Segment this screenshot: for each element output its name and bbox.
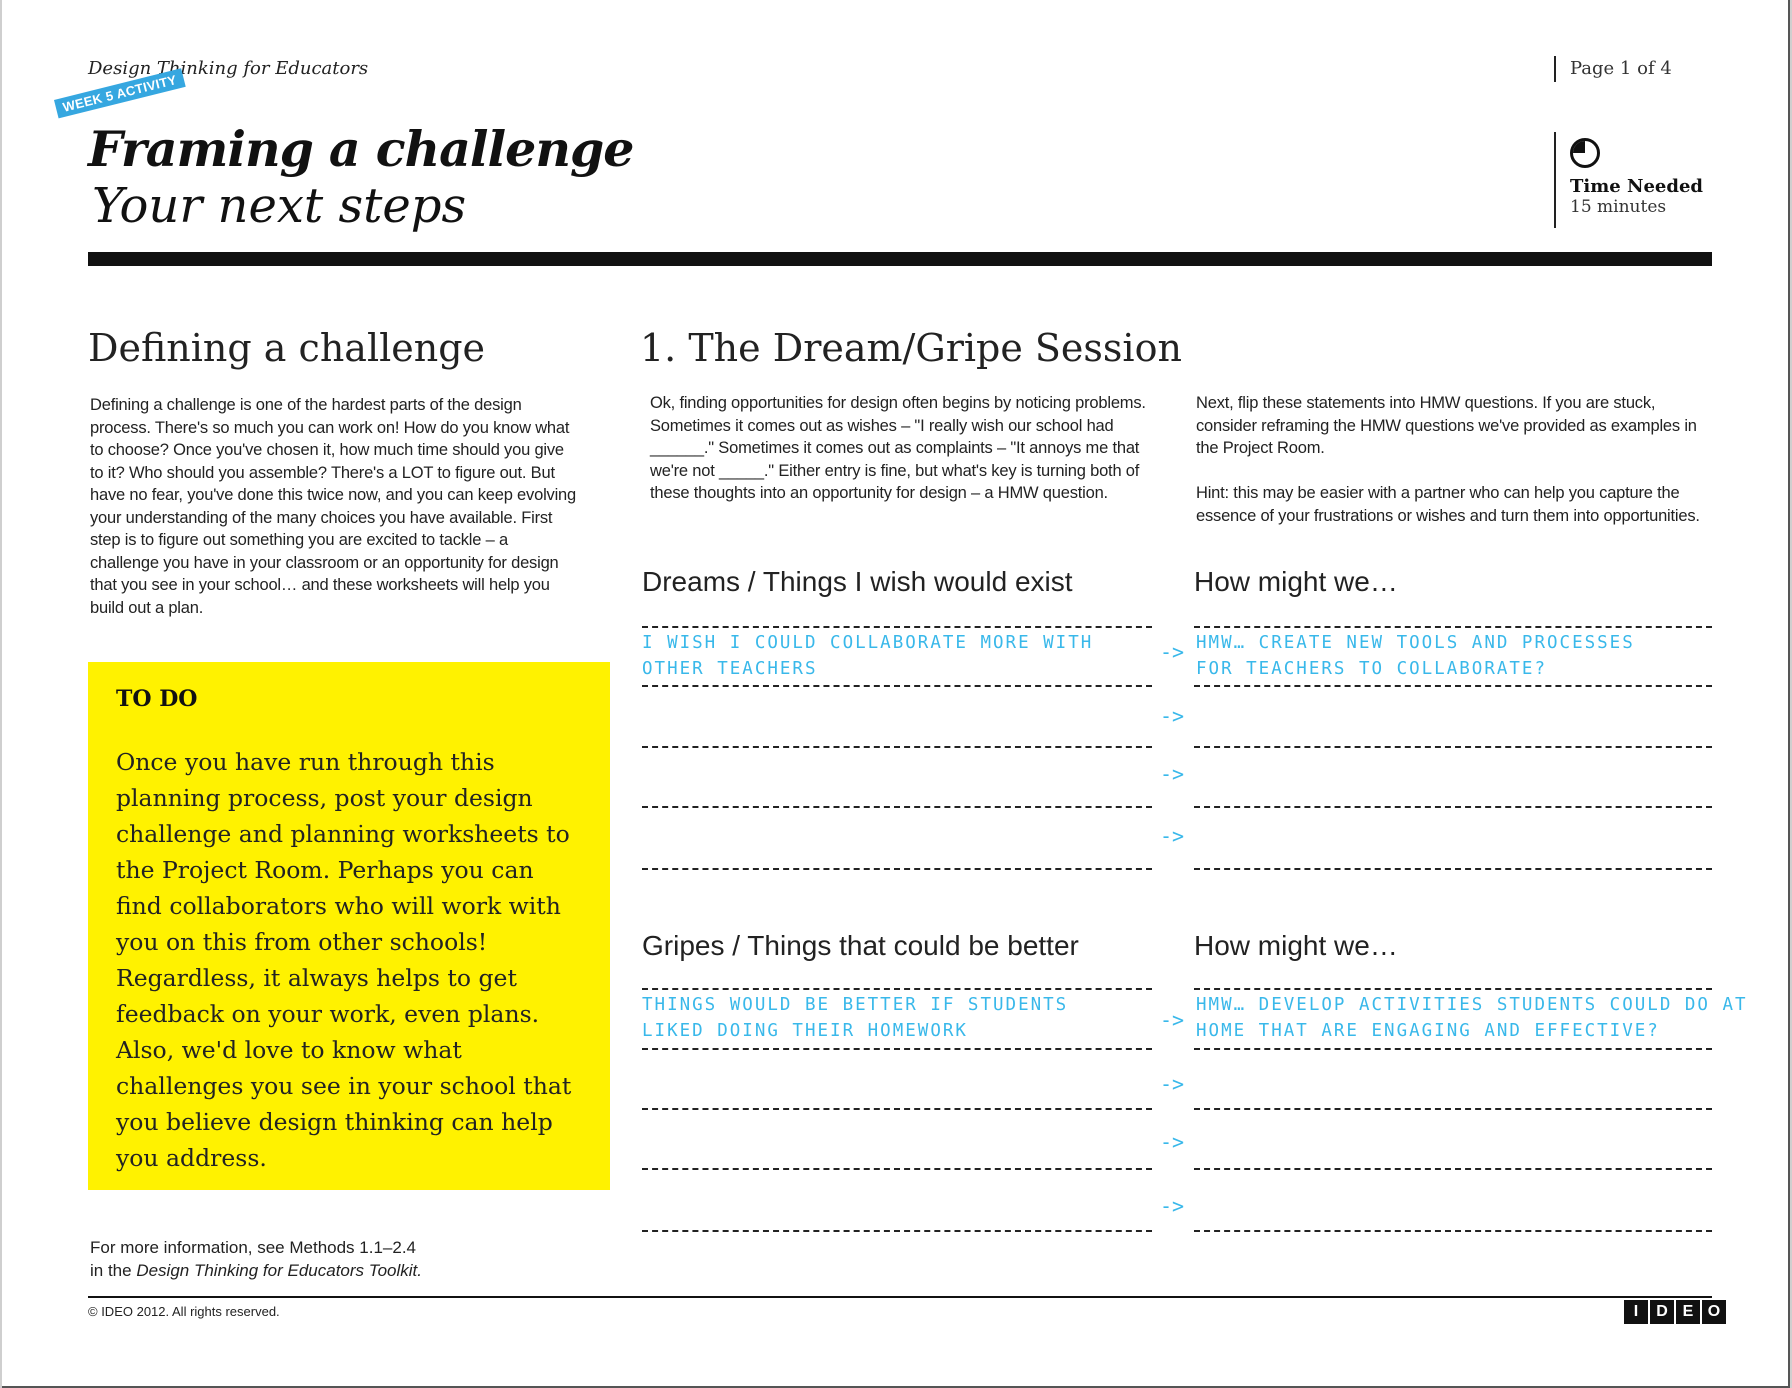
arrow-icon: -> [1160, 1130, 1185, 1154]
gripe-line [642, 1048, 1152, 1050]
gripe-line [642, 1230, 1152, 1232]
dream-example-line-1: I WISH I COULD COLLABORATE MORE WITH [642, 633, 1094, 653]
page-title: Framing a challenge [88, 120, 634, 178]
footnote-prefix: in the [90, 1261, 137, 1280]
time-label: Time Needed [1570, 176, 1703, 197]
session-col2-text-1: Next, flip these statements into HMW questions. If you are stuck, consider reframing the HMW questions we've provided as examples in the Project Room. [1196, 394, 1697, 457]
arrow-icon: -> [1160, 1008, 1185, 1032]
dream-example-line-2: OTHER TEACHERS [642, 659, 818, 679]
logo-letter: O [1702, 1300, 1726, 1324]
clock-icon [1570, 138, 1600, 168]
gripe-line [642, 1108, 1152, 1110]
session-heading: 1. The Dream/Gripe Session [640, 326, 1182, 370]
gripes-heading: Gripes / Things that could be better [642, 930, 1079, 961]
worksheet-page [2, 0, 1790, 1388]
gripe-example-line-1: THINGS WOULD BE BETTER IF STUDENTS [642, 995, 1069, 1015]
hmw-line [1194, 685, 1712, 687]
logo-letter: E [1676, 1300, 1700, 1324]
hmw-line [1194, 806, 1712, 808]
arrow-icon: -> [1160, 1194, 1185, 1218]
hmw-example-1-line-2: FOR TEACHERS TO COLLABORATE? [1196, 659, 1548, 679]
week-tag: WEEK 5 ACTIVITY [54, 68, 185, 118]
arrow-icon: -> [1160, 824, 1185, 848]
footnote-toolkit: Design Thinking for Educators Toolkit. [136, 1261, 422, 1280]
arrow-icon: -> [1160, 704, 1185, 728]
hmw-heading-dreams: How might we… [1194, 566, 1398, 597]
dream-line [642, 685, 1152, 687]
arrow-icon: -> [1160, 1072, 1185, 1096]
left-intro: Defining a challenge is one of the hardest parts of the design process. There's so much you can work on! How do you know what to choose? Once you've chosen it, how much time should you give to it? Who should you assemble? There's a LOT to figure out. But have no fear, you've done this twice now, and you can keep evolving your understanding of the many choices you have available. First step is to figure out something you are excited to tackle – a challenge you have in your classroom or an opportunity for design that you see in your school… and these worksheets will help you build out a plan. [90, 396, 576, 617]
page-subtitle: Your next steps [92, 178, 467, 234]
footnote-line-1: For more information, see Methods 1.1–2.4 [90, 1238, 416, 1257]
arrow-icon: -> [1160, 640, 1185, 664]
gripe-line [642, 988, 1152, 990]
gripe-example [642, 992, 1068, 1044]
time-needed [1554, 132, 1703, 228]
hmw-example-2-line-2: HOME THAT ARE ENGAGING AND EFFECTIVE? [1196, 1021, 1660, 1041]
hmw-example-dream [1196, 630, 1635, 682]
todo-body: Once you have run through this planning process, post your design challenge and planning worksheets to the Project Room. Perhaps you can find collaborators who will work with you on this from other schools! Regardless, it always helps to get feedback on your work, even plans. Also, we'd love to know what challenges you see in your school that you believe design thinking can help you address. [116, 748, 572, 1172]
arrow-icon: -> [1160, 762, 1185, 786]
hmw-line [1194, 1108, 1712, 1110]
hmw-line [1194, 626, 1712, 628]
logo-letter: I [1624, 1300, 1648, 1324]
gripe-example-line-2: LIKED DOING THEIR HOMEWORK [642, 1021, 968, 1041]
gripe-line [642, 1168, 1152, 1170]
session-col2-text-2: Hint: this may be easier with a partner who can help you capture the essence of your frustrations or wishes and turn them into opportunities. [1196, 484, 1700, 525]
time-value: 15 minutes [1570, 197, 1667, 217]
dream-example [642, 630, 1093, 682]
logo-letter: D [1650, 1300, 1674, 1324]
todo-title: TO DO [116, 686, 198, 712]
hmw-line [1194, 1048, 1712, 1050]
hmw-line [1194, 868, 1712, 870]
dream-line [642, 626, 1152, 628]
session-col1-text: Ok, finding opportunities for design often begins by noticing problems. Sometimes it comes out as wishes – "I really wish our school had ______." Sometimes it comes out as complaints – "It annoys me that we're not _____." Either entry is fine, but what's key is turning both of these thoughts into an opportunity for design – a HMW question. [650, 394, 1146, 502]
footnote [90, 1236, 422, 1282]
hmw-line [1194, 1168, 1712, 1170]
dream-line [642, 806, 1152, 808]
hmw-line [1194, 988, 1712, 990]
hmw-heading-gripes: How might we… [1194, 930, 1398, 961]
hmw-example-1-line-1: HMW… CREATE NEW TOOLS AND PROCESSES [1196, 633, 1635, 653]
series-label: Design Thinking for Educators [88, 58, 369, 79]
dream-line [642, 868, 1152, 870]
copyright: © IDEO 2012. All rights reserved. [88, 1304, 280, 1319]
left-heading: Defining a challenge [88, 326, 486, 370]
hmw-line [1194, 1230, 1712, 1232]
todo-box [88, 662, 610, 1190]
dreams-heading: Dreams / Things I wish would exist [642, 566, 1073, 597]
ideo-logo [1622, 1300, 1726, 1324]
footer-rule [88, 1296, 1712, 1298]
footnote-line-2 [90, 1259, 422, 1282]
dream-line [642, 746, 1152, 748]
hmw-example-gripe [1196, 992, 1748, 1044]
hmw-example-2-line-1: HMW… DEVELOP ACTIVITIES STUDENTS COULD DO AT [1196, 995, 1748, 1015]
hmw-line [1194, 746, 1712, 748]
page-number: Page 1 of 4 [1554, 56, 1672, 82]
header-rule [88, 252, 1712, 266]
